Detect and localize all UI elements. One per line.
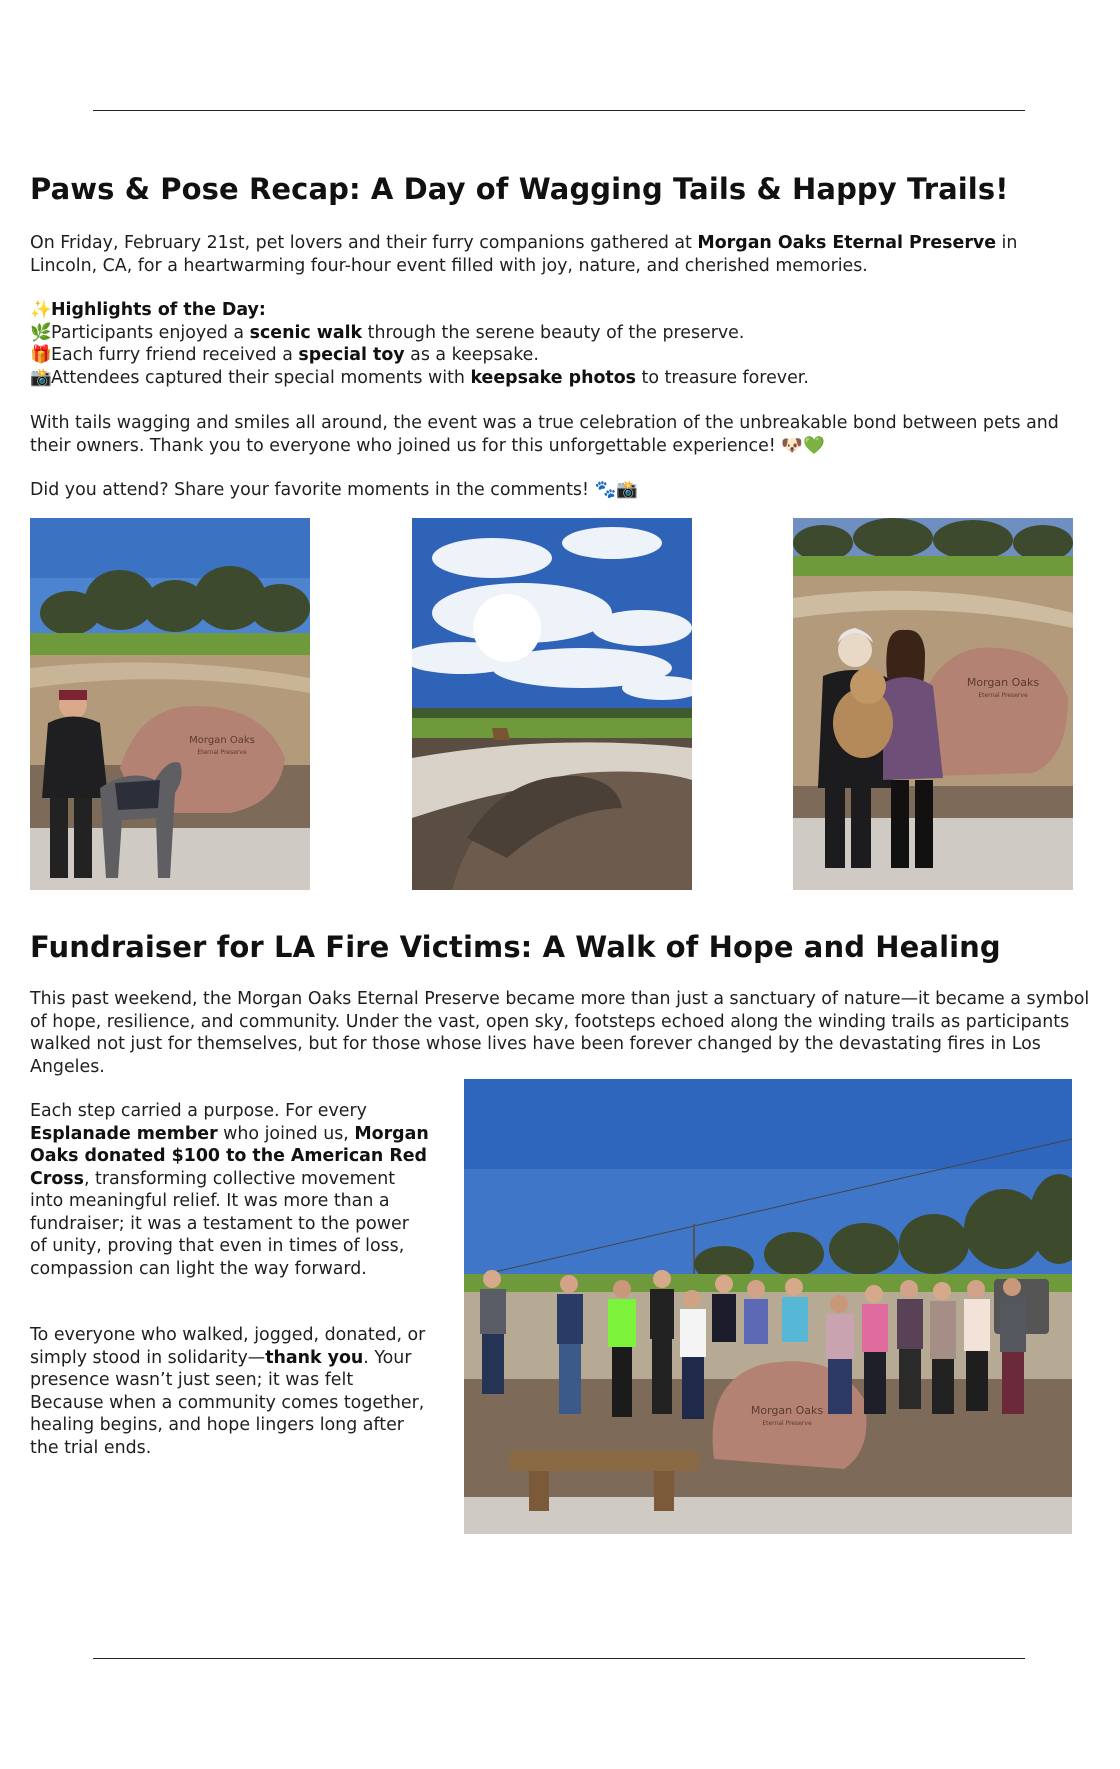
section1-closing: With tails wagging and smiles all around, the event was a true celebration of the unbreakable bond between pets and their owners. Thank you to everyone who joined us for this unforgettable experience! 🐶💚 [30,413,1059,456]
bottom-divider [93,1658,1025,1659]
highlight-item: 🌿Participants enjoyed a scenic walk through the serene beauty of the preserve. [30,322,745,343]
section1-intro: On Friday, February 21st, pet lovers and their furry companions gathered at Morgan Oaks Eternal Preserve in Lincoln, CA, for a heartwarming four-hour event filled with joy, nature, and cherished memories. [30,233,1018,276]
rock-sign-subtext: Eternal Preserve [197,749,247,756]
photo-sky-trail [412,518,692,890]
photo-fundraiser-group [464,1079,1072,1534]
section2-title: Fundraiser for LA Fire Victims: A Walk of Hope and Healing [30,930,1001,964]
section2-para2: Each step carried a purpose. For every Esplanade member who joined us, Morgan Oaks donated $100 to the American Red Cross, transforming collective movement into meaningful relief. It was more than a fundraiser; it was a testament to the power of unity, proving that even in times of loss, compassion can light the way forward. [30,1101,429,1279]
donation-statement: Morgan Oaks donated $100 to the American Red Cross [30,1123,429,1189]
highlights-list [30,299,1070,389]
photo-man-with-dog [30,518,310,890]
rock-sign-subtext: Eternal Preserve [978,692,1028,699]
rock-sign-subtext: Eternal Preserve [762,1420,812,1427]
sparkles-icon: ✨ [30,300,52,320]
highlights-heading-row [30,299,1070,322]
rock-sign-text: Morgan Oaks [966,676,1040,689]
gift-icon: 🎁 [30,345,52,365]
rock-sign-text: Morgan Oaks [189,735,255,746]
highlights-heading: Highlights of the Day: [51,300,266,320]
section2-para1: This past weekend, the Morgan Oaks Eternal Preserve became more than just a sanctuary of nature—it became a symbol of hope, resilience, and community. Under the vast, open sky, footsteps echoed along the winding trails as participants walked not just for themselves, but for those whose lives have been forever changed by the devastating fires in Los Angeles. [30,989,1090,1077]
highlight-item: 📸Attendees captured their special moments with keepsake photos to treasure forever. [30,367,809,388]
section1-ask: Did you attend? Share your favorite moments in the comments! 🐾📸 [30,480,638,500]
herb-icon: 🌿 [30,322,52,343]
section2-para3: To everyone who walked, jogged, donated, or simply stood in solidarity—thank you. Your presence wasn’t just seen; it was felt Because when a community comes together, healing begins, and hope lingers long after the trial ends. [30,1325,426,1458]
top-divider [93,110,1025,111]
dog-heart-icon: 🐶💚 [781,435,825,456]
photo-women-with-dog [793,518,1073,890]
section1-title: Paws & Pose Recap: A Day of Wagging Tails & Happy Trails! [30,172,1009,206]
paws-camera-icon: 🐾📸 [594,480,638,500]
highlight-item: 🎁Each furry friend received a special toy as a keepsake. [30,345,539,365]
camera-icon: 📸 [30,367,52,388]
preserve-name: Morgan Oaks Eternal Preserve [697,233,997,253]
rock-sign-text: Morgan Oaks [750,1404,824,1417]
